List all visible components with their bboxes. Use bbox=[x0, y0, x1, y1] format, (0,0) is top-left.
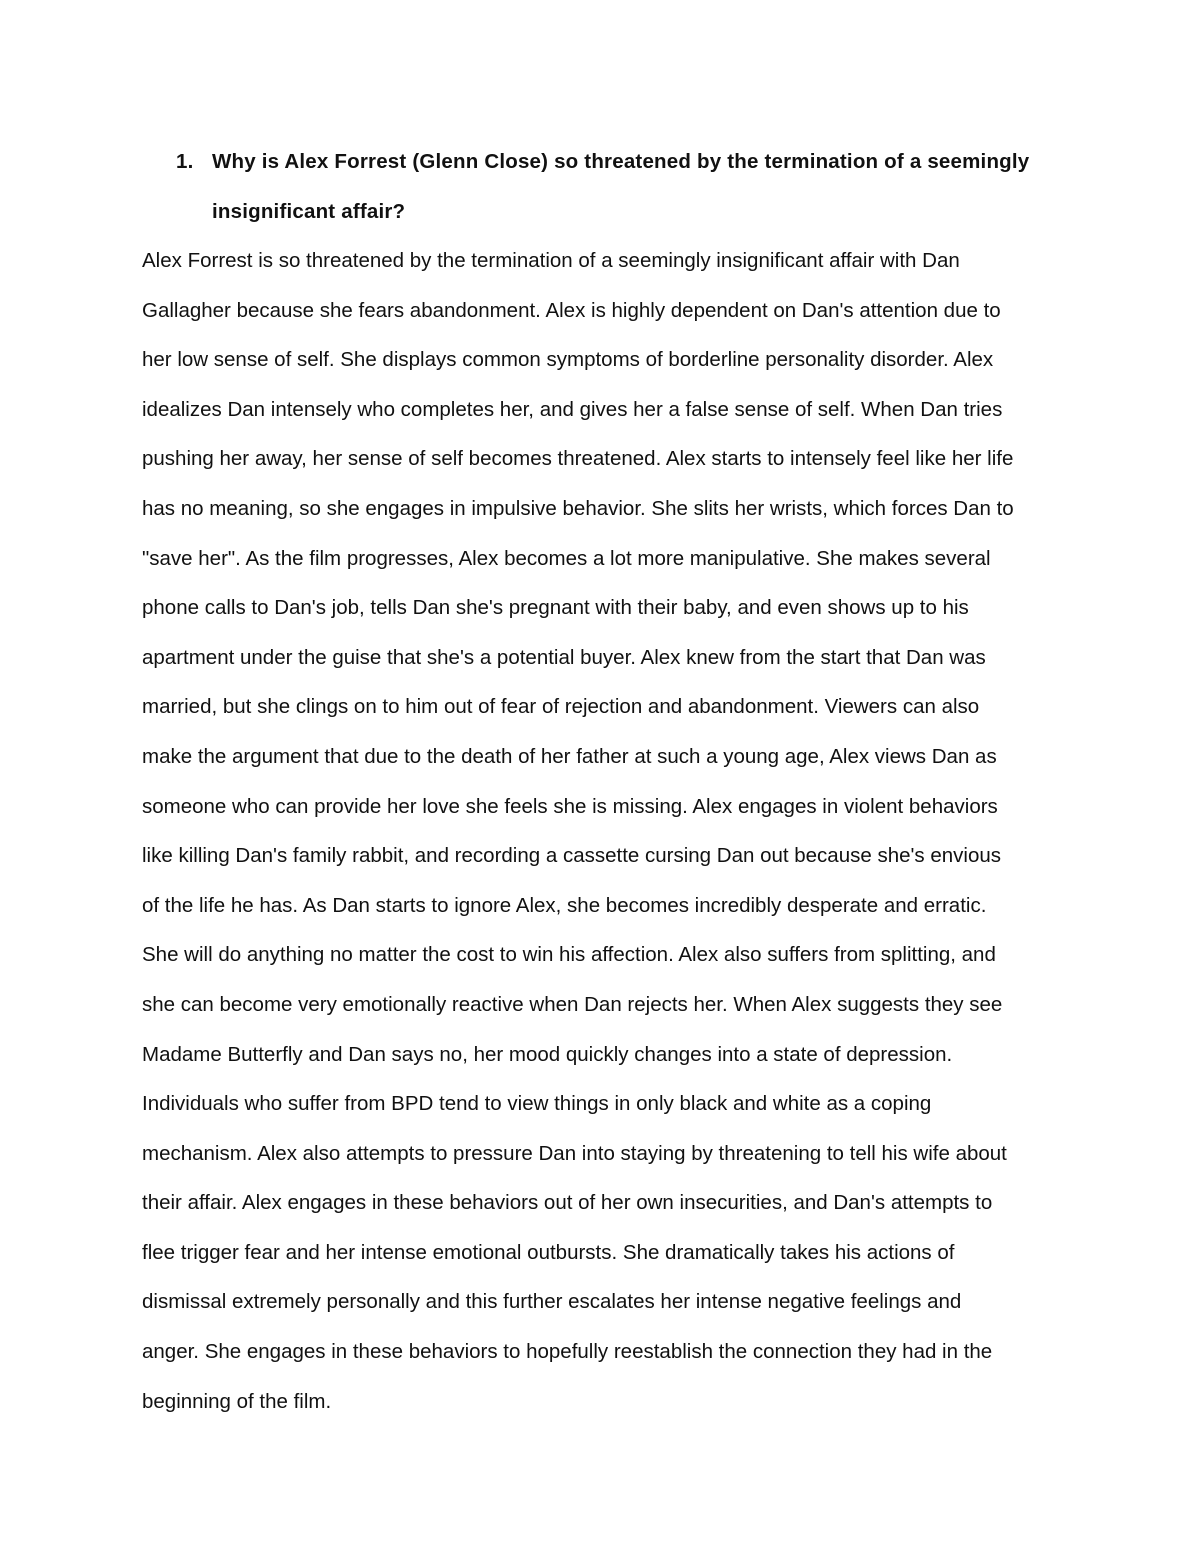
answer-line: anger. She engages in these behaviors to hopefully reestablish the connection they had in the bbox=[142, 1340, 993, 1364]
answer-paragraph bbox=[142, 236, 1082, 1426]
answer-line: her low sense of self. She displays common symptoms of borderline personality disorder. Alex bbox=[142, 348, 994, 372]
answer-line: she can become very emotionally reactive when Dan rejects her. When Alex suggests they see bbox=[142, 992, 1003, 1016]
answer-line: beginning of the film. bbox=[142, 1389, 332, 1413]
answer-line: Alex Forrest is so threatened by the termination of a seemingly insignificant affair with Dan bbox=[142, 249, 960, 272]
answer-line: someone who can provide her love she feels she is missing. Alex engages in violent behaviors bbox=[142, 794, 998, 818]
answer-line: their affair. Alex engages in these behaviors out of her own insecurities, and Dan's attempts to bbox=[142, 1191, 993, 1215]
answer-line: flee trigger fear and her intense emotional outbursts. She dramatically takes his actions of bbox=[142, 1240, 955, 1264]
answer-line: has no meaning, so she engages in impulsive behavior. She slits her wrists, which forces Dan to bbox=[142, 496, 1014, 520]
answer-line: "save her". As the film progresses, Alex becomes a lot more manipulative. She makes several bbox=[142, 546, 991, 570]
answer-line: married, but she clings on to him out of fear of rejection and abandonment. Viewers can also bbox=[142, 695, 980, 719]
answer-line: make the argument that due to the death of her father at such a young age, Alex views Dan as bbox=[142, 744, 997, 768]
question-text: Why is Alex Forrest (Glenn Close) so threatened by the termination of a seemingly insignificant affair? bbox=[212, 150, 1030, 223]
answer-line: apartment under the guise that she's a potential buyer. Alex knew from the start that Dan was bbox=[142, 645, 986, 669]
answer-line: phone calls to Dan's job, tells Dan she's pregnant with their baby, and even shows up to his bbox=[142, 596, 969, 620]
answer-line: idealizes Dan intensely who completes her, and gives her a false sense of self. When Dan tries bbox=[142, 397, 1003, 421]
question-heading bbox=[176, 137, 1076, 236]
answer-line: She will do anything no matter the cost to win his affection. Alex also suffers from splitting, and bbox=[142, 943, 996, 967]
answer-line: pushing her away, her sense of self becomes threatened. Alex starts to intensely feel like her life bbox=[142, 447, 1014, 471]
question-number: 1. bbox=[176, 150, 194, 173]
answer-line: Individuals who suffer from BPD tend to view things in only black and white as a coping bbox=[142, 1092, 932, 1116]
answer-line: Gallagher because she fears abandonment. Alex is highly dependent on Dan's attention due to bbox=[142, 298, 1001, 322]
answer-line: like killing Dan's family rabbit, and recording a cassette cursing Dan out because she's envious bbox=[142, 844, 1002, 868]
answer-line: Madame Butterfly and Dan says no, her mood quickly changes into a state of depression. bbox=[142, 1042, 953, 1066]
answer-line: of the life he has. As Dan starts to ignore Alex, she becomes incredibly desperate and erratic. bbox=[142, 893, 987, 917]
answer-line: mechanism. Alex also attempts to pressure Dan into staying by threatening to tell his wife about bbox=[142, 1141, 1007, 1165]
answer-line: dismissal extremely personally and this further escalates her intense negative feelings and bbox=[142, 1290, 962, 1314]
